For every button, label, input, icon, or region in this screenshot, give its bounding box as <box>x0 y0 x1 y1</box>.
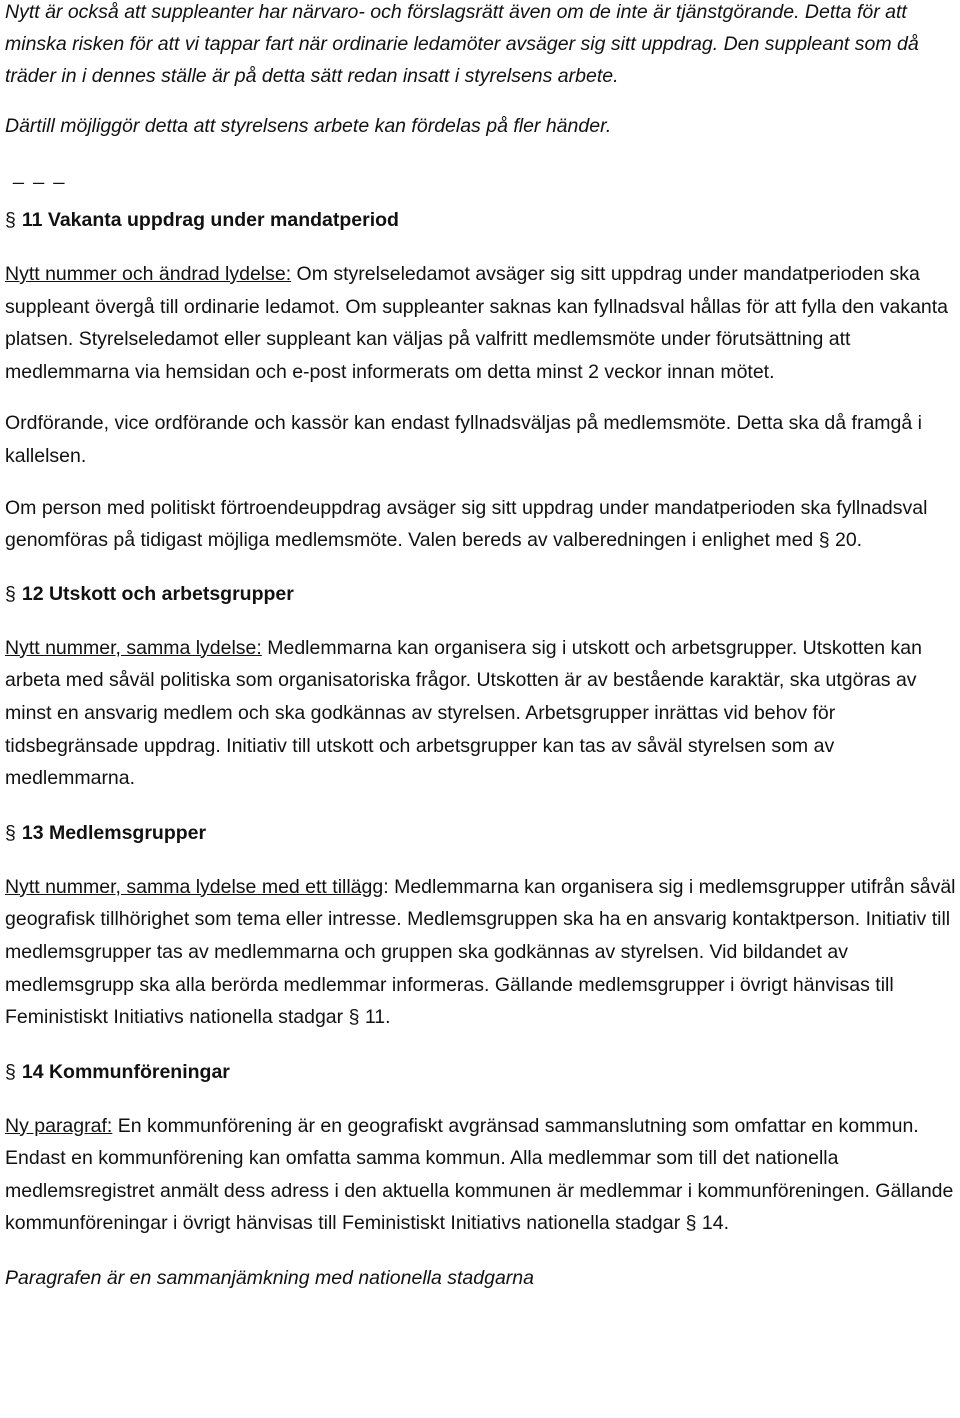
section-symbol: § <box>818 529 830 552</box>
section-13-heading <box>5 817 957 849</box>
section-11-text-3: Om person med politiskt förtroendeuppdrag avsäger sig sitt uppdrag under mandatperioden ska fyllnadsval genomföras på tidigast möjliga medlemsmöte. Valen bereds av valberedningen i enlighet med <box>5 496 928 552</box>
section-13-paragraph-1 <box>5 871 957 1034</box>
closing-note: Paragrafen är en sammanjämkning med nationella stadgarna <box>5 1267 534 1290</box>
section-12-text-1: Medlemmarna kan organisera sig i utskott och arbetsgrupper. Utskotten kan arbeta med såväl politiska som organisatoriska frågor. Utskotten är av bestående karaktär, ska utgöras av minst en ansvarig medlem och ska godkännas av styrelsen. Arbetsgrupper inrättas vid behov för tidsbegränsade uppdrag. Initiativ till utskott och arbetsgrupper kan tas av såväl styrelsen som av medlemmarna. <box>5 636 922 790</box>
section-symbol: § <box>685 1212 697 1235</box>
section-symbol: § <box>5 1060 16 1083</box>
document-page <box>5 0 957 1294</box>
section-symbol: § <box>5 821 16 844</box>
separator: _ _ _ <box>13 163 67 185</box>
section-14-label: Ny paragraf: <box>5 1114 113 1137</box>
section-13-title: 13 Medlemsgrupper <box>21 821 207 844</box>
section-12-label: Nytt nummer, samma lydelse: <box>5 636 262 659</box>
section-11-label: Nytt nummer och ändrad lydelse: <box>5 263 292 285</box>
section-12-title: 12 Utskott och arbetsgrupper <box>21 582 294 605</box>
section-13-label: Nytt nummer, samma lydelse med ett tillägg <box>5 875 384 898</box>
section-11-paragraph-3 <box>5 492 957 557</box>
section-symbol: § <box>5 209 16 231</box>
section-14-heading <box>5 1056 957 1088</box>
intro-paragraph-2: Därtill möjliggör detta att styrelsens arbete kan fördelas på fler händer. <box>5 115 612 137</box>
section-11-reference: 20. <box>834 529 863 552</box>
section-13-reference: 11. <box>364 1006 391 1029</box>
section-13-text-1: : Medlemmarna kan organisera sig i medlemsgrupper utifrån såväl geografisk tillhörighet som tema eller intresse. Medlemsgruppen ska ha en ansvarig kontaktperson. Initiativ till medlemsgrupper tas av medlemmarna och gruppen ska godkännas av styrelsen. Vid bildandet av medlemsgrupp ska alla berörda medlemmar informeras. Gällande medlemsgrupper i övrigt hänvisas till Feministiskt Initiativs nationella stadgar <box>5 875 956 1029</box>
section-14-reference: 14. <box>701 1212 730 1235</box>
section-11-heading <box>5 204 957 236</box>
intro-paragraph: Nytt är också att suppleanter har närvaro- och förslagsrätt även om de inte är tjänstgörande. Detta för att minska risken för att vi tappar fart när ordinarie ledamöter avsäger sig sitt uppdrag. Den suppleant som då träder in i dennes ställe är på detta sätt redan insatt i styrelsens arbete. <box>5 1 919 87</box>
section-11-title: 11 Vakanta uppdrag under mandatperiod <box>21 209 399 231</box>
section-11-text-1: Om styrelseledamot avsäger sig sitt uppdrag under mandatperioden ska suppleant övergå till ordinarie ledamot. Om suppleanter saknas kan fyllnadsval hållas för att fylla den vakanta platsen. Styrelseledamot eller suppleant kan väljas på valfritt medlemsmöte under förutsättning att medlemmarna via hemsidan och e-post informerats om detta minst 2 veckor innan mötet. <box>5 263 949 383</box>
section-symbol: § <box>5 582 16 605</box>
section-12-heading <box>5 578 957 610</box>
section-14-text-1: En kommunförening är en geografiskt avgränsad sammanslutning som omfattar en kommun. Endast en kommunförening kan omfatta samma kommun. Alla medlemmar som till det nationella medlemsregistret anmält dess adress i den aktuella kommunen är medlemmar i kommunföreningen. Gällande kommunföreningar i övrigt hänvisas till Feministiskt Initiativs nationella stadgar <box>5 1114 954 1235</box>
section-14-title: 14 Kommunföreningar <box>21 1060 230 1083</box>
section-11-paragraph-1 <box>5 258 957 388</box>
section-14-paragraph-1 <box>5 1110 957 1240</box>
section-12-paragraph-1 <box>5 632 957 795</box>
section-symbol: § <box>348 1006 360 1029</box>
section-11-paragraph-2: Ordförande, vice ordförande och kassör kan endast fyllnadsväljas på medlemsmöte. Detta ska då framgå i kallelsen. <box>5 412 922 467</box>
